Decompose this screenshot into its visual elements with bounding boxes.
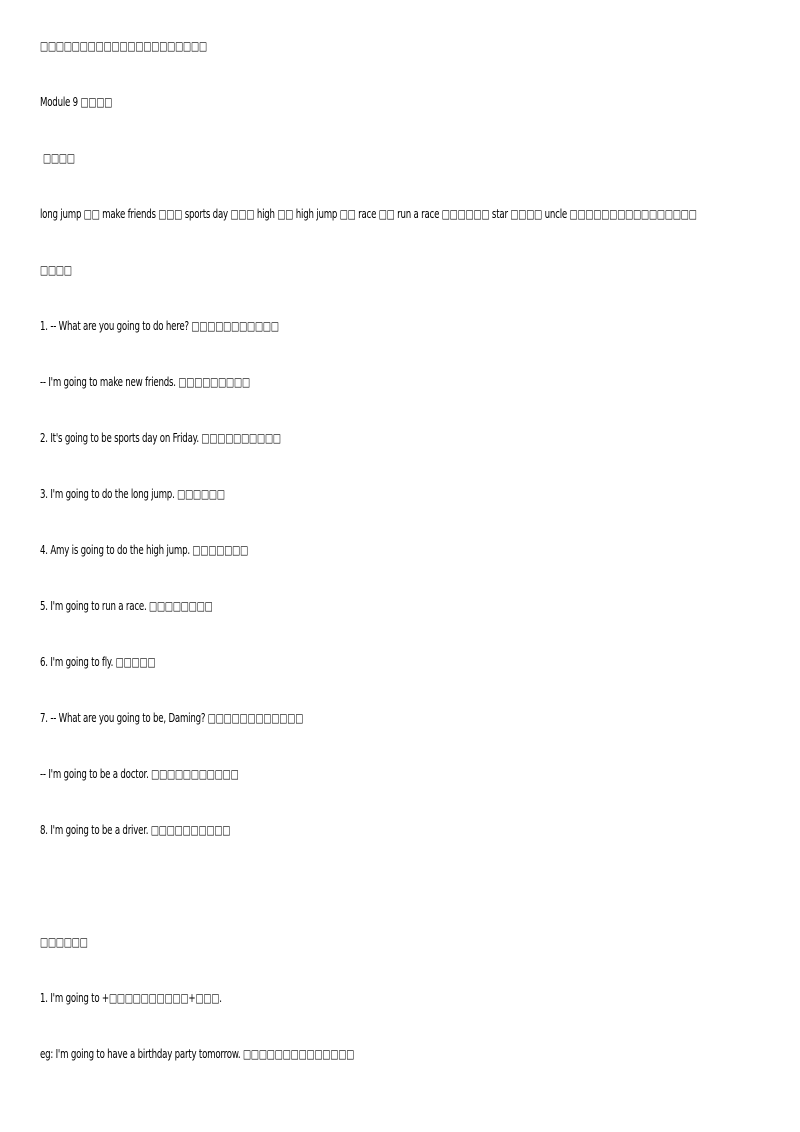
grammar-example: eg: I'm going to have a birthday party tomorrow. □□□□□□□□□□□□□□ [40,1047,355,1061]
sentence-item: 5. I'm going to run a race. □□□□□□□□ [40,599,213,613]
grammar-heading: □□□□□□ [40,935,88,949]
sentence-item: 7. -- What are you going to be, Daming? □□□□□□□□□□□□ [40,711,304,725]
vocab-heading: □□□□ [43,151,75,165]
sentence-item: 8. I'm going to be a driver. □□□□□□□□□□ [40,823,231,837]
module-label: Module 9 □□□□ [40,95,113,109]
vocab-line: long jump □□ make friends □□□ sports day □□□ high □□ high jump □□ race □□ run a race □□□□□□ star □□□□ uncle □□□□□□□□□□□□□□□□ [40,207,697,221]
sentence-item: -- I'm going to be a doctor. □□□□□□□□□□□ [40,767,239,781]
sentences-heading: □□□□ [40,263,72,277]
sentence-item: 2. It's going to be sports day on Friday. □□□□□□□□□□ [40,431,281,445]
grammar-rule: 1. I'm going to +□□□□□□□□□□+□□□. [40,991,222,1005]
sentence-item: 4. Amy is going to do the high jump. □□□□□□□ [40,543,249,557]
sentence-item: 1. -- What are you going to do here? □□□□□□□□□□□ [40,319,279,333]
sentence-item: -- I'm going to make new friends. □□□□□□□□□ [40,375,250,389]
sentence-item: 3. I'm going to do the long jump. □□□□□□ [40,487,225,501]
sentence-item: 6. I'm going to fly. □□□□□ [40,655,156,669]
document-title: □□□□□□□□□□□□□□□□□□□□□ [40,39,207,53]
